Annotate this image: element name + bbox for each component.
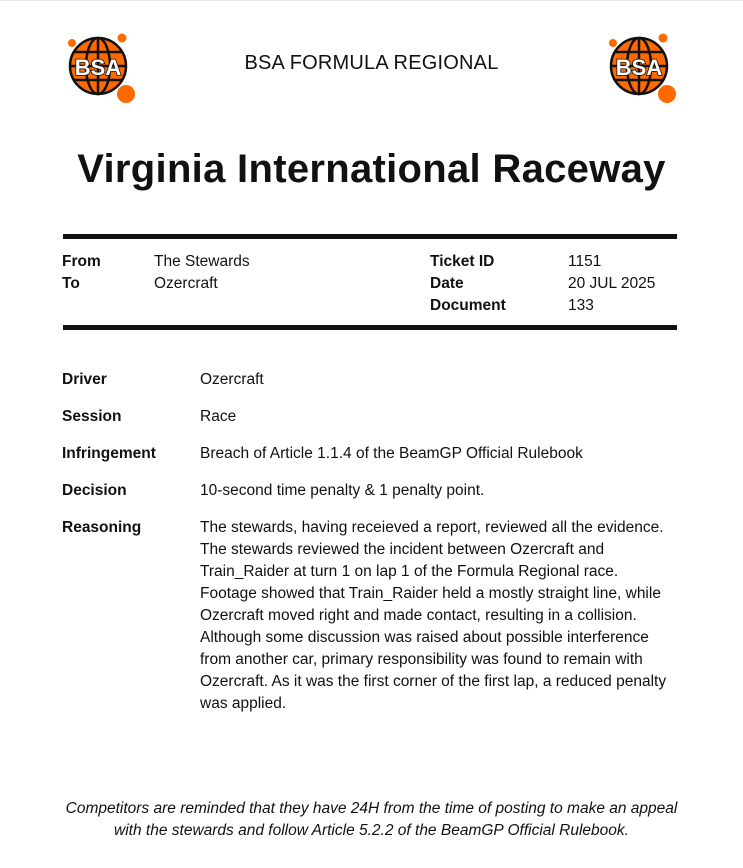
infringement-value: Breach of Article 1.1.4 of the BeamGP Official Rulebook: [200, 445, 583, 462]
top-rule: [63, 234, 677, 239]
driver-label: Driver: [62, 371, 107, 388]
date-label: Date: [430, 275, 464, 292]
from-label: From: [62, 253, 101, 270]
page-title: Virginia International Raceway: [77, 147, 666, 191]
detail-row-driver: [62, 369, 682, 391]
appeal-notice: Competitors are reminded that they have 24H from the time of posting to make an appeal with the stewards and follow Article 5.2.2 of the BeamGP Official Rulebook.: [65, 800, 678, 839]
meta-labels-right: [430, 251, 506, 317]
meta-values-right: [568, 251, 655, 317]
reasoning-value: The stewards, having receieved a report, reviewed all the evidence. The stewards reviewed the incident between Ozercraft and Train_Raider at turn 1 on lap 1 of the Formula Regional race. Footage showed that Train_Raider held a mostly straight line, while Ozercraft moved right and made contact, resulting in a collision. Although some discussion was raised about possible interference from another car, primary responsibility was found to remain with Ozercraft. As it was the first corner of the first lap, a reduced penalty was applied.: [200, 519, 667, 712]
decision-label: Decision: [62, 482, 127, 499]
detail-row-decision: [62, 480, 682, 502]
bottom-rule: [63, 325, 677, 330]
meta-labels-left: [62, 251, 101, 295]
date-value: 20 JUL 2025: [568, 275, 656, 292]
infringement-label: Infringement: [62, 445, 156, 462]
detail-row-infringement: [62, 443, 682, 465]
reasoning-label: Reasoning: [62, 519, 142, 536]
series-name: BSA FORMULA REGIONAL: [244, 52, 499, 74]
document-label: Document: [430, 297, 506, 314]
svg-text:BSA: BSA: [74, 55, 122, 80]
to-label: To: [62, 275, 80, 292]
svg-text:BSA: BSA: [615, 55, 663, 80]
decision-details: [62, 369, 682, 715]
meta-values-left: [154, 251, 250, 295]
detail-row-reasoning: [62, 517, 682, 715]
session-value: Race: [200, 408, 237, 425]
document-value: 133: [568, 297, 594, 314]
to-value: Ozercraft: [154, 275, 218, 292]
ticket-id-label: Ticket ID: [430, 253, 495, 270]
from-value: The Stewards: [154, 253, 250, 270]
top-divider: [0, 0, 743, 1]
decision-value: 10-second time penalty & 1 penalty point.: [200, 482, 485, 499]
session-label: Session: [62, 408, 122, 425]
detail-row-session: [62, 406, 682, 428]
ticket-id-value: 1151: [568, 253, 602, 270]
driver-value: Ozercraft: [200, 371, 264, 388]
